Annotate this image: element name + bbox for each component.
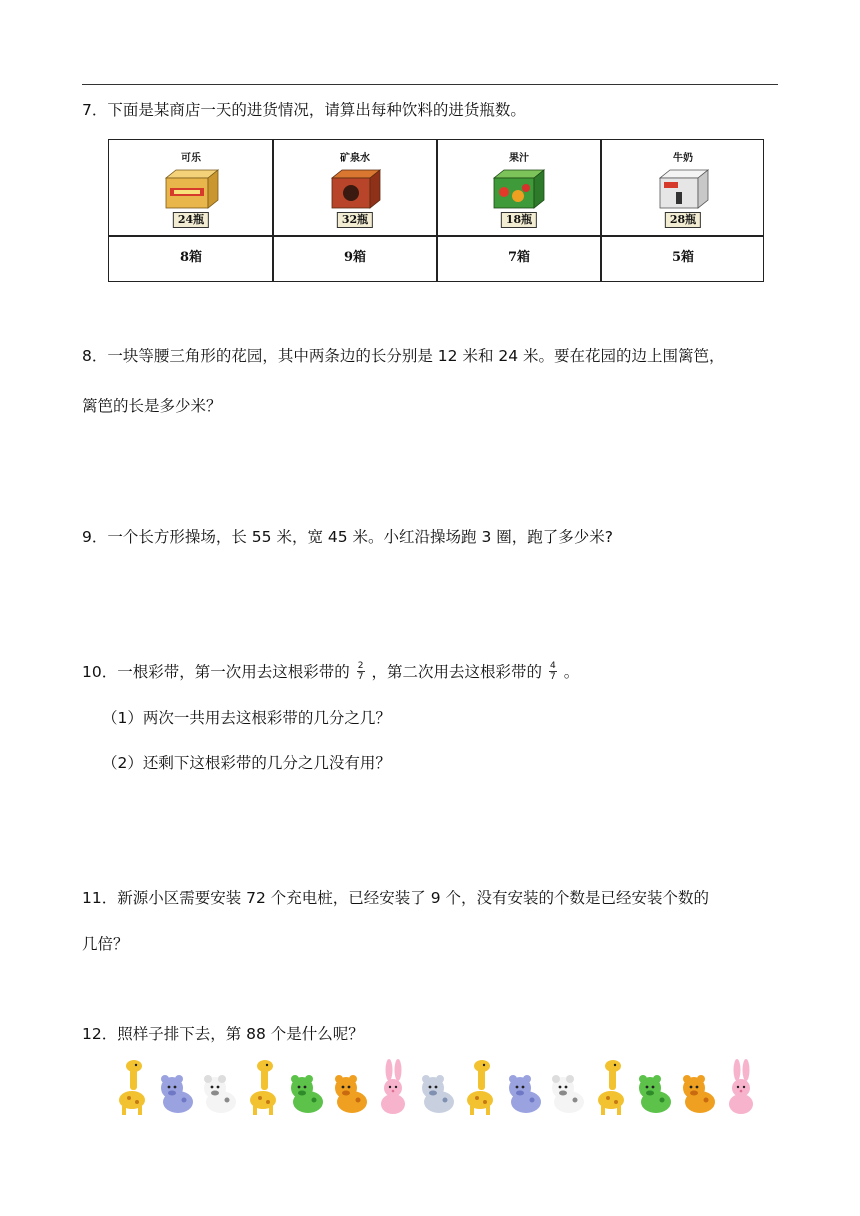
hippo-icon (504, 1058, 544, 1118)
question-10-sub1: （1）两次一共用去这根彩带的几分之几？ (102, 709, 391, 727)
question-10-sub2: （2）还剩下这根彩带的几分之几没有用？ (102, 754, 391, 772)
q10-middle: ，第二次用去这根彩带的 (371, 663, 542, 681)
fraction-numerator: 4 (549, 661, 556, 671)
question-9: 9．一个长方形操场，长 55 米，宽 45 米。小红沿操场跑 3 圈，跑了多少米? (82, 528, 613, 546)
giraffe-icon (112, 1058, 152, 1118)
drink-cell-cola (109, 140, 273, 235)
fraction-four-sevenths (548, 661, 558, 682)
header-rule (82, 84, 778, 85)
water-box-icon (326, 166, 384, 210)
dinosaur-icon (286, 1058, 326, 1118)
question-8-line2: 篱笆的长是多少米？ (82, 397, 222, 415)
cow-icon (199, 1058, 239, 1118)
drink-cell-milk (601, 140, 765, 235)
fraction-numerator: 2 (357, 661, 364, 671)
lion-icon (678, 1058, 718, 1118)
drink-name: 牛奶 (673, 153, 693, 164)
question-11-line1: 11．新源小区需要安装 72 个充电桩，已经安装了 9 个，没有安装的个数是已经安装个数的 (82, 889, 710, 907)
lion-icon (330, 1058, 370, 1118)
bottle-count: 32瓶 (337, 212, 373, 228)
question-8-line1: 8．一块等腰三角形的花园，其中两条边的长分别是 12 米和 24 米。要在花园的边上围篱笆， (82, 347, 725, 365)
fraction-two-sevenths (356, 661, 366, 682)
giraffe-icon (460, 1058, 500, 1118)
fraction-denominator: 7 (549, 672, 556, 682)
fraction-denominator: 7 (357, 672, 364, 682)
drink-cell-juice (437, 140, 601, 235)
box-count: 8箱 (179, 250, 203, 265)
rabbit-icon (373, 1058, 413, 1118)
dinosaur-icon (634, 1058, 674, 1118)
drink-cell-water (273, 140, 437, 235)
juice-box-icon (490, 166, 548, 210)
q10-prefix: 10．一根彩带，第一次用去这根彩带的 (82, 663, 350, 681)
cow-icon (547, 1058, 587, 1118)
box-count: 5箱 (671, 250, 695, 265)
drink-name: 果汁 (509, 153, 529, 164)
box-count: 7箱 (507, 250, 531, 265)
q10-suffix: 。 (563, 663, 580, 681)
giraffe-icon (243, 1058, 283, 1118)
drink-name: 矿泉水 (340, 153, 370, 164)
animal-sequence (112, 1058, 768, 1120)
box-count: 9箱 (343, 250, 367, 265)
bottle-count: 28瓶 (665, 212, 701, 228)
rabbit-icon (721, 1058, 761, 1118)
giraffe-icon (591, 1058, 631, 1118)
cola-box-icon (162, 166, 220, 210)
milk-box-icon (654, 166, 712, 210)
question-10 (82, 662, 579, 683)
bottle-count: 18瓶 (501, 212, 537, 228)
question-11-line2: 几倍？ (82, 935, 129, 953)
question-12: 12．照样子排下去，第 88 个是什么呢？ (82, 1025, 364, 1043)
question-7: 7．下面是某商店一天的进货情况，请算出每种饮料的进货瓶数。 (82, 101, 526, 119)
drink-name: 可乐 (181, 153, 201, 164)
drink-table (108, 139, 764, 282)
hippo-icon (156, 1058, 196, 1118)
bottle-count: 24瓶 (173, 212, 209, 228)
mouse-icon (417, 1058, 457, 1118)
